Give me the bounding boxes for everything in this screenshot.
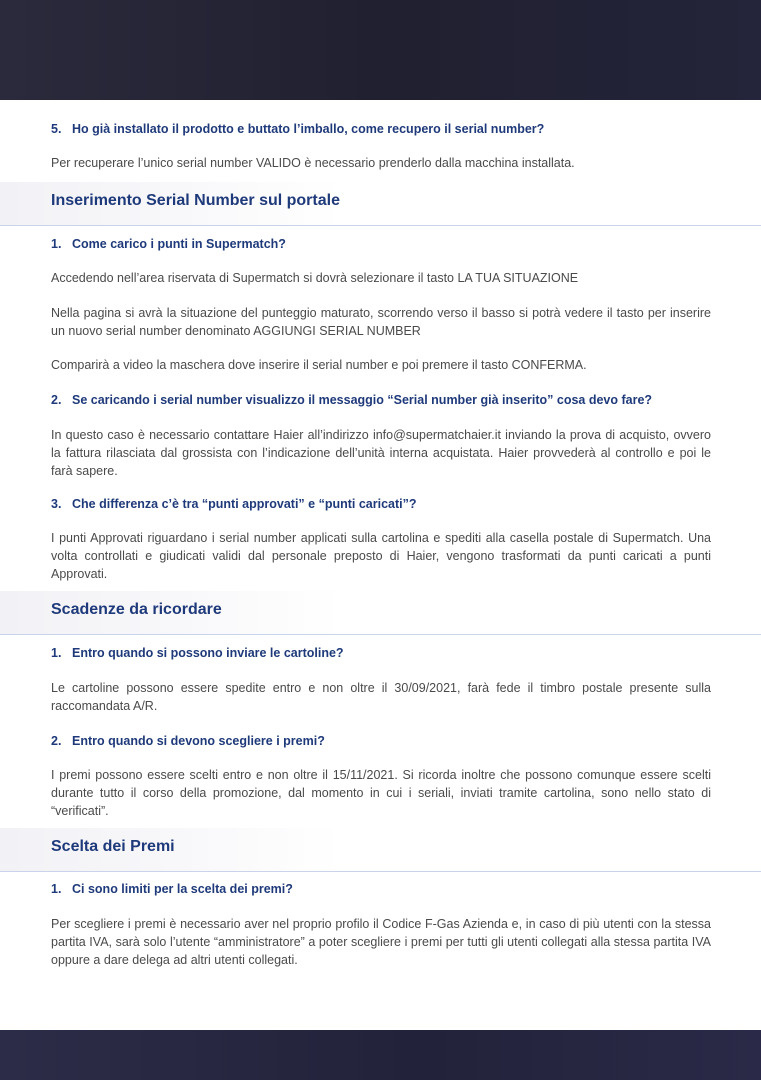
faq-question-1 xyxy=(51,645,716,661)
question-number: 1. xyxy=(51,237,62,251)
faq-answer-2: I premi possono essere scelti entro e non oltre il 15/11/2021. Si ricorda inoltre che possono comunque essere scelti durante tutto il corso della promozione, dal momento in cui i seriali, inviati tramite cartolina, sono nello stato di “verificati”. xyxy=(51,768,711,818)
faq-answer-1: Le cartoline possono essere spedite entro e non oltre il 30/09/2021, farà fede il timbro postale presente sulla raccomandata A/R. xyxy=(51,681,711,713)
faq-answer-2: In questo caso è necessario contattare Haier all’indirizzo info@supermatchaier.it inviando la prova di acquisto, ovvero la fattura rilasciata dal grossista con l’indicazione dell’unità interna acquistata. Haier provvederà al controllo e poi le farà sapere. xyxy=(51,428,711,478)
faq-question-2 xyxy=(51,733,716,749)
faq-answer-1: Per scegliere i premi è necessario aver nel proprio profilo il Codice F-Gas Azienda e, in caso di più utenti con la stessa partita IVA, sarà solo l’utente “amministratore” a poter scegliere i premi per tutti gli utenti collegati alla stessa partita IVA oppure a dare delega ad altri utenti collegati. xyxy=(51,917,711,967)
footer-band xyxy=(0,1030,761,1080)
faq-answer-1-paragraph-2: Nella pagina si avrà la situazione del punteggio maturato, scorrendo verso il basso si potrà vedere il tasto per inserire un nuovo serial number denominato AGGIUNGI SERIAL NUMBER xyxy=(51,306,711,338)
header-band xyxy=(0,0,761,100)
question-text: Come carico i punti in Supermatch? xyxy=(72,237,286,251)
question-text: Ho già installato il prodotto e buttato l’imballo, come recupero il serial number? xyxy=(72,122,545,136)
faq-answer-5: Per recuperare l’unico serial number VALIDO è necessario prenderlo dalla macchina installata. xyxy=(51,156,575,170)
question-number: 5. xyxy=(51,122,62,136)
question-number: 2. xyxy=(51,734,62,748)
question-text: Entro quando si devono scegliere i premi? xyxy=(72,734,325,748)
question-text: Se caricando i serial number visualizzo il messaggio “Serial number già inserito” cosa devo fare? xyxy=(72,393,653,407)
faq-question-3 xyxy=(51,496,716,512)
faq-question-2 xyxy=(51,392,716,408)
section-header-inserimento xyxy=(0,182,761,226)
question-text: Che differenza c’è tra “punti approvati” e “punti caricati”? xyxy=(72,497,417,511)
faq-question-1 xyxy=(51,881,716,897)
faq-answer-3: I punti Approvati riguardano i serial number applicati sulla cartolina e spediti alla casella postale di Supermatch. Una volta controllati e giudicati validi dal personale preposto di Haier, vengono trasformati da punti caricati a punti Approvati. xyxy=(51,531,711,581)
question-number: 1. xyxy=(51,646,62,660)
faq-answer-1-paragraph-1: Accedendo nell’area riservata di Supermatch si dovrà selezionare il tasto LA TUA SITUAZIONE xyxy=(51,271,579,285)
section-title: Scadenze da ricordare xyxy=(51,601,222,618)
faq-question-1 xyxy=(51,236,716,252)
section-title: Scelta dei Premi xyxy=(51,838,175,855)
question-number: 2. xyxy=(51,393,62,407)
question-text: Entro quando si possono inviare le cartoline? xyxy=(72,646,344,660)
faq-answer-1-paragraph-3: Comparirà a video la maschera dove inserire il serial number e poi premere il tasto CONFERMA. xyxy=(51,358,587,372)
section-header-premi xyxy=(0,828,761,872)
faq-question-5 xyxy=(51,121,716,137)
question-number: 1. xyxy=(51,882,62,896)
section-title: Inserimento Serial Number sul portale xyxy=(51,192,340,209)
question-number: 3. xyxy=(51,497,62,511)
section-header-scadenze xyxy=(0,591,761,635)
question-text: Ci sono limiti per la scelta dei premi? xyxy=(72,882,293,896)
